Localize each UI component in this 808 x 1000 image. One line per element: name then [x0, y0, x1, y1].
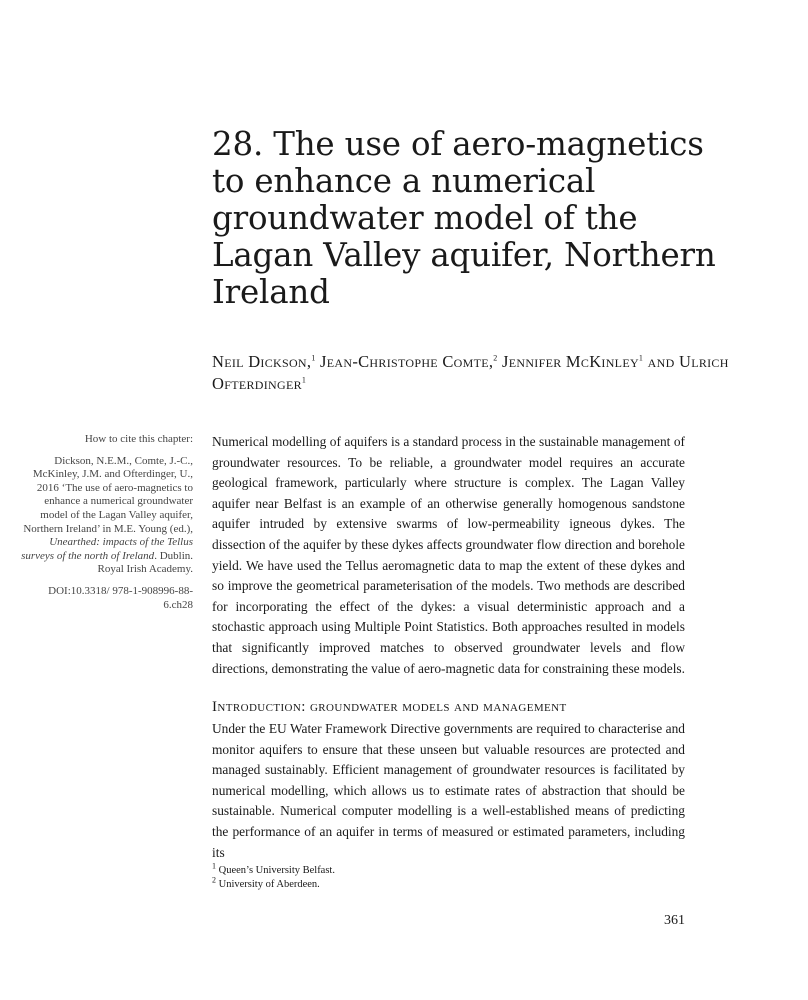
footnote-mark: 2	[212, 875, 216, 884]
footnotes	[212, 861, 685, 891]
citation-text-before: Dickson, N.E.M., Comte, J.-C., McKinley, J.M. and Ofterdinger, U., 2016 ‘The use of aero-magnetics to enhance a numerical groundwater model of the Lagan Valley aquifer, Northern Ireland’ in M.E. Young (ed.),	[23, 454, 193, 535]
citation-text-after: . Dublin. Royal Irish Academy.	[97, 549, 193, 576]
author-list	[212, 351, 732, 395]
section-heading-introduction: Introduction: groundwater models and management	[212, 699, 567, 715]
page-number: 361	[664, 913, 685, 928]
author-name: Jennifer McKinley	[497, 352, 639, 371]
author-name: Jean-Christophe Comte,	[315, 352, 494, 371]
author-name: and Ulrich Ofterdinger	[212, 352, 729, 393]
affiliation-mark: 1	[301, 375, 307, 385]
affiliation-mark: 1	[311, 353, 316, 363]
introduction-paragraph: Under the EU Water Framework Directive governments are required to characterise and monitor aquifers to ensure that these unseen but valuable resources are protected and managed sustainably. Efficient management of groundwater resources is facilitated by numerical modelling, which allows us to estimate rates of abstraction that should be sustainable. Numerical computer modelling is a well-established means of predicting the performance of an aquifer in terms of measured or estimated parameters, including its	[212, 721, 685, 860]
affiliation-mark: 1	[638, 353, 644, 363]
footnote	[212, 875, 685, 892]
footnote-text: University of Aberdeen.	[216, 878, 320, 890]
citation-text	[20, 455, 193, 577]
chapter-title: 28. The use of aero-magnetics to enhance a numerical groundwater model of the Lagan Valley aquifer, Northern Ireland	[212, 125, 716, 311]
citation-doi: DOI:10.3318/ 978-1-908996-88-6.ch28	[48, 584, 193, 611]
affiliation-mark: 2	[493, 353, 498, 363]
footnote	[212, 861, 685, 878]
citation-label: How to cite this chapter:	[84, 433, 193, 445]
citation-book-title: Unearthed: impacts of the Tellus surveys of the north of Ireland	[21, 536, 193, 562]
footnote-mark: 1	[212, 861, 216, 871]
citation-sidebar	[20, 433, 193, 612]
abstract-paragraph: Numerical modelling of aquifers is a standard process in the sustainable management of groundwater resources. To be reliable, a groundwater model requires an accurate geological framework, particularly where structure is complex. The Lagan Valley aquifer near Belfast is an example of an otherwise generally homogenous sandstone aquifer intruded by extensive swarms of low-permeability igneous dykes. The dissection of the aquifer by these dykes affects groundwater flow direction and borehole yield. We have used the Tellus aeromagnetic data to map the extent of these dykes and so improve the geometrical parameterisation of the models. Two methods are described for incorporating the effect of the dykes: a visual deterministic approach and a stochastic approach using Multiple Point Statistics. Both approaches resulted in models that significantly improved matches to observed groundwater levels and flow directions, demonstrating the value of aero-magnetic data for constraining these models.	[212, 434, 685, 676]
footnote-text: Queen’s University Belfast.	[216, 865, 335, 876]
author-name: Neil Dickson,	[212, 352, 312, 371]
